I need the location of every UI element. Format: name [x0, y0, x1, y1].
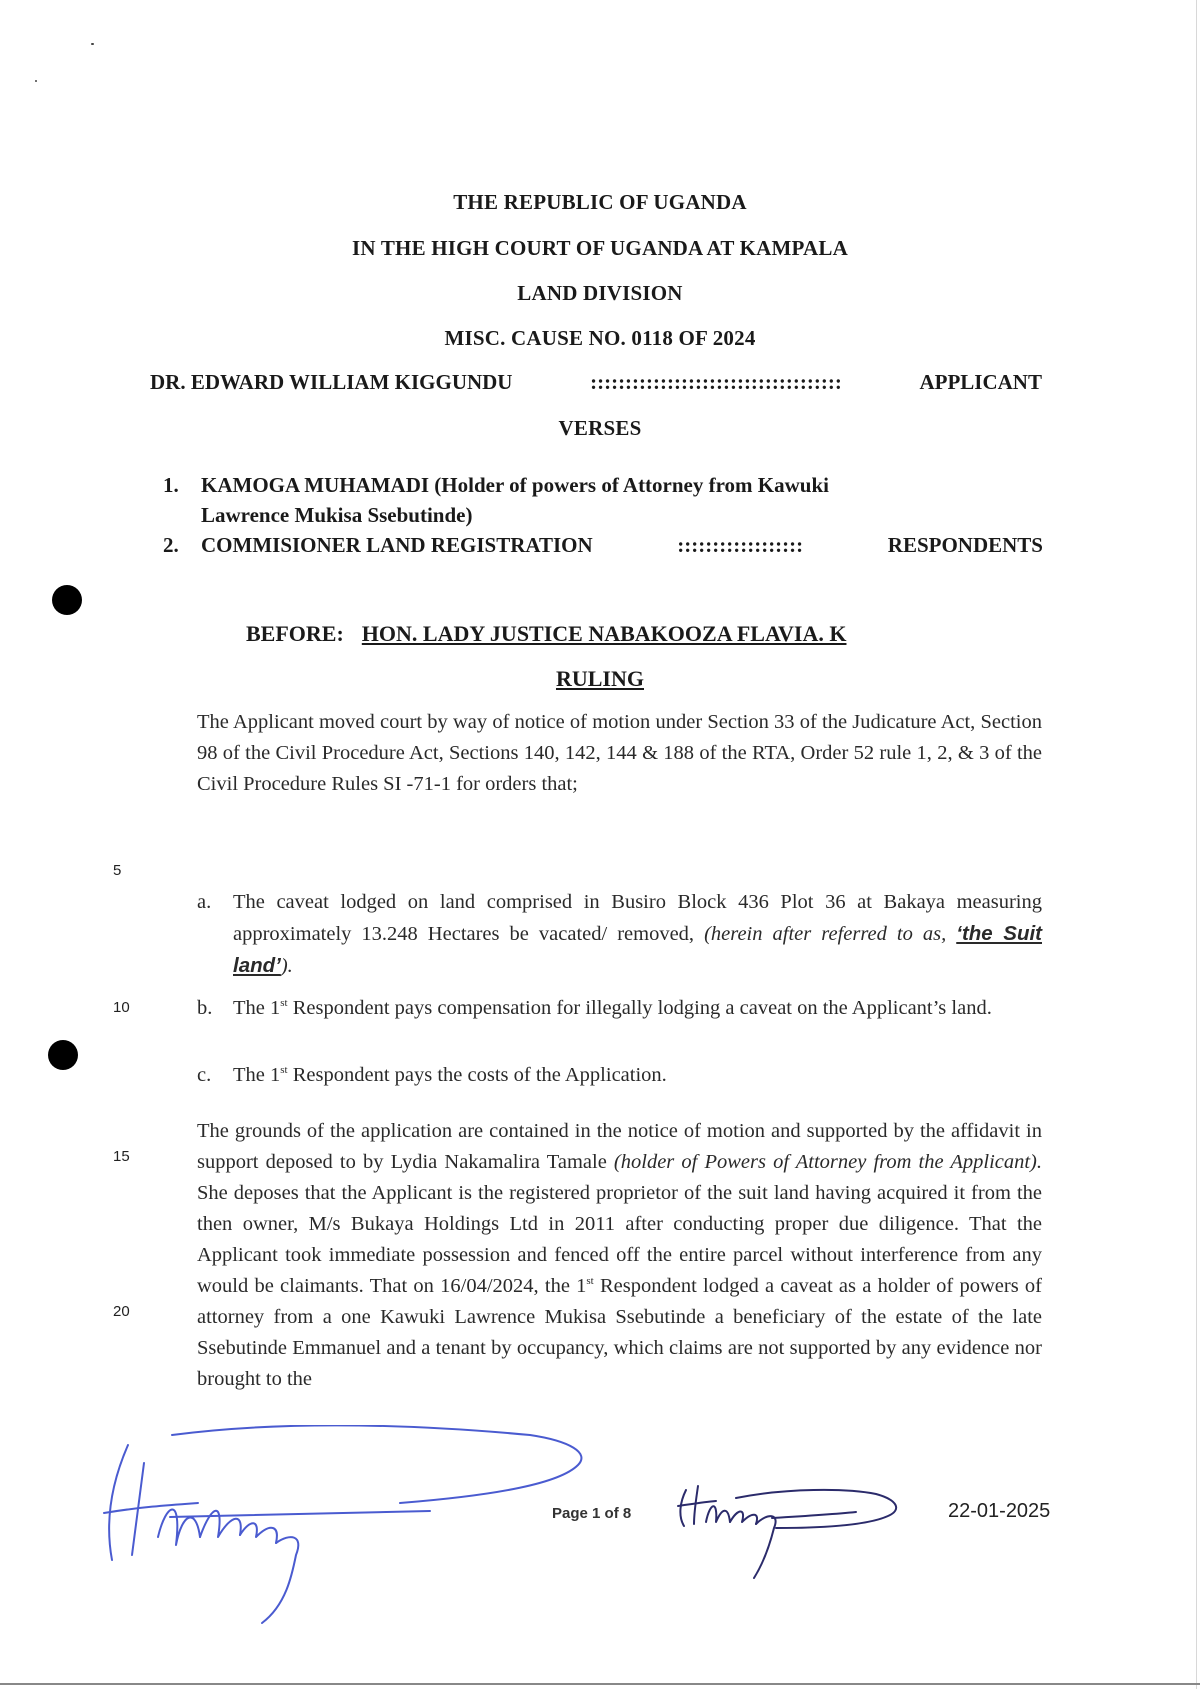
grounds-italic: (holder of Powers of Attorney from the Applicant). — [613, 1151, 1043, 1173]
respondent-1-number: 1. — [163, 473, 179, 497]
applicant-role: APPLICANT — [919, 370, 1042, 394]
bench-line — [246, 621, 846, 647]
header-court: IN THE HIGH COURT OF UGANDA AT KAMPALA — [352, 236, 848, 260]
order-a — [197, 887, 1042, 982]
header-case-number: MISC. CAUSE NO. 0118 OF 2024 — [444, 326, 756, 350]
grounds-part2: She deposes that the Applicant is the registered proprietor of the suit land having acquired it from the then owner, M/s Bukaya Holdings Ltd in 2011 after conducting proper due diligence. That the Applicant took immediate possession and fenced off the entire parcel without interference from any would be claimants. That on 16/04/2024, the 1 — [197, 1182, 1042, 1297]
grounds-part3: Respondent lodged a caveat as a holder of powers of attorney from a one Kawuki Lawrence Mukisa Ssebutinde a beneficiary of the estate of the late Ssebutinde Emmanuel and a tenant by occupancy, which claims are not supported by any evidence nor brought to the — [197, 1275, 1042, 1390]
page-edge-bottom — [0, 1683, 1200, 1685]
order-c-label: c. — [197, 1064, 212, 1086]
order-a-label: a. — [197, 891, 212, 913]
order-c-text: Respondent pays the costs of the Application. — [287, 1064, 667, 1086]
scan-speck — [35, 80, 37, 82]
header-republic: THE REPUBLIC OF UGANDA — [453, 190, 747, 214]
grounds-part1: The grounds of the application are contained in the notice of motion and supported by the affidavit in support deposed to by Lydia Nakamalira Tamale — [197, 1120, 1042, 1173]
order-b — [197, 993, 1042, 1024]
header-division: LAND DIVISION — [517, 281, 683, 305]
signature-left — [100, 1425, 640, 1625]
punch-hole — [48, 1040, 78, 1070]
order-b-text: Respondent pays compensation for illegally lodging a caveat on the Applicant’s land. — [287, 997, 992, 1019]
scan-speck — [91, 43, 94, 45]
applicant-name: DR. EDWARD WILLIAM KIGGUNDU — [150, 370, 513, 394]
order-b-sup: st — [280, 997, 288, 1010]
order-a-text: The caveat lodged on land comprised in Busiro Block 436 Plot 36 at Bakaya measuring approximately 13.248 Hectares be vacated/ removed, — [233, 891, 1042, 945]
line-number: 15 — [113, 1148, 130, 1165]
judge-name: HON. LADY JUSTICE NABAKOOZA FLAVIA. K — [361, 621, 847, 646]
page-number: Page 1 of 8 — [552, 1505, 632, 1522]
before-label: BEFORE: — [246, 621, 344, 646]
order-a-close: ). — [280, 955, 293, 977]
order-a-italic: (herein after referred to as, — [704, 923, 947, 945]
order-c-pre: The 1 — [233, 1064, 281, 1086]
order-b-label: b. — [197, 997, 213, 1019]
line-number: 20 — [113, 1303, 130, 1320]
footer-date: 22-01-2025 — [948, 1500, 1051, 1522]
punch-hole — [52, 585, 82, 615]
order-c-sup: st — [280, 1064, 288, 1077]
applicant-dots: :::::::::::::::::::::::::::::::::::: — [590, 370, 842, 394]
grounds-paragraph — [197, 1116, 1042, 1395]
line-number: 10 — [113, 999, 130, 1016]
respondent-2-name: COMMISIONER LAND REGISTRATION — [201, 533, 593, 557]
respondent-1 — [163, 473, 829, 498]
grounds-sup: st — [586, 1275, 594, 1288]
ruling-title: RULING — [555, 666, 644, 691]
applicant-line — [150, 370, 1042, 395]
respondent-2-number: 2. — [163, 533, 179, 557]
intro-paragraph: The Applicant moved court by way of notice of motion under Section 33 of the Judicature Act, Section 98 of the Civil Procedure Act, Sections 140, 142, 144 & 188 of the RTA, Order 52 rule 1, 2, & 3 of the Civil Procedure Rules SI -71-1 for orders that; — [197, 711, 1042, 795]
signature-right — [676, 1482, 906, 1582]
verses-label: VERSES — [558, 416, 642, 440]
order-a-suit-land: ‘the Suit land’ — [233, 922, 1042, 977]
respondent-1-line2: Lawrence Mukisa Ssebutinde) — [201, 503, 473, 527]
respondent-1-line1: KAMOGA MUHAMADI (Holder of powers of Attorney from Kawuki — [201, 473, 829, 497]
respondent-2 — [163, 533, 1043, 558]
order-c — [197, 1060, 1042, 1091]
respondent-2-dots: :::::::::::::::::: — [677, 533, 804, 557]
order-b-pre: The 1 — [233, 997, 281, 1019]
respondent-role: RESPONDENTS — [887, 533, 1043, 557]
line-number: 5 — [113, 862, 122, 879]
